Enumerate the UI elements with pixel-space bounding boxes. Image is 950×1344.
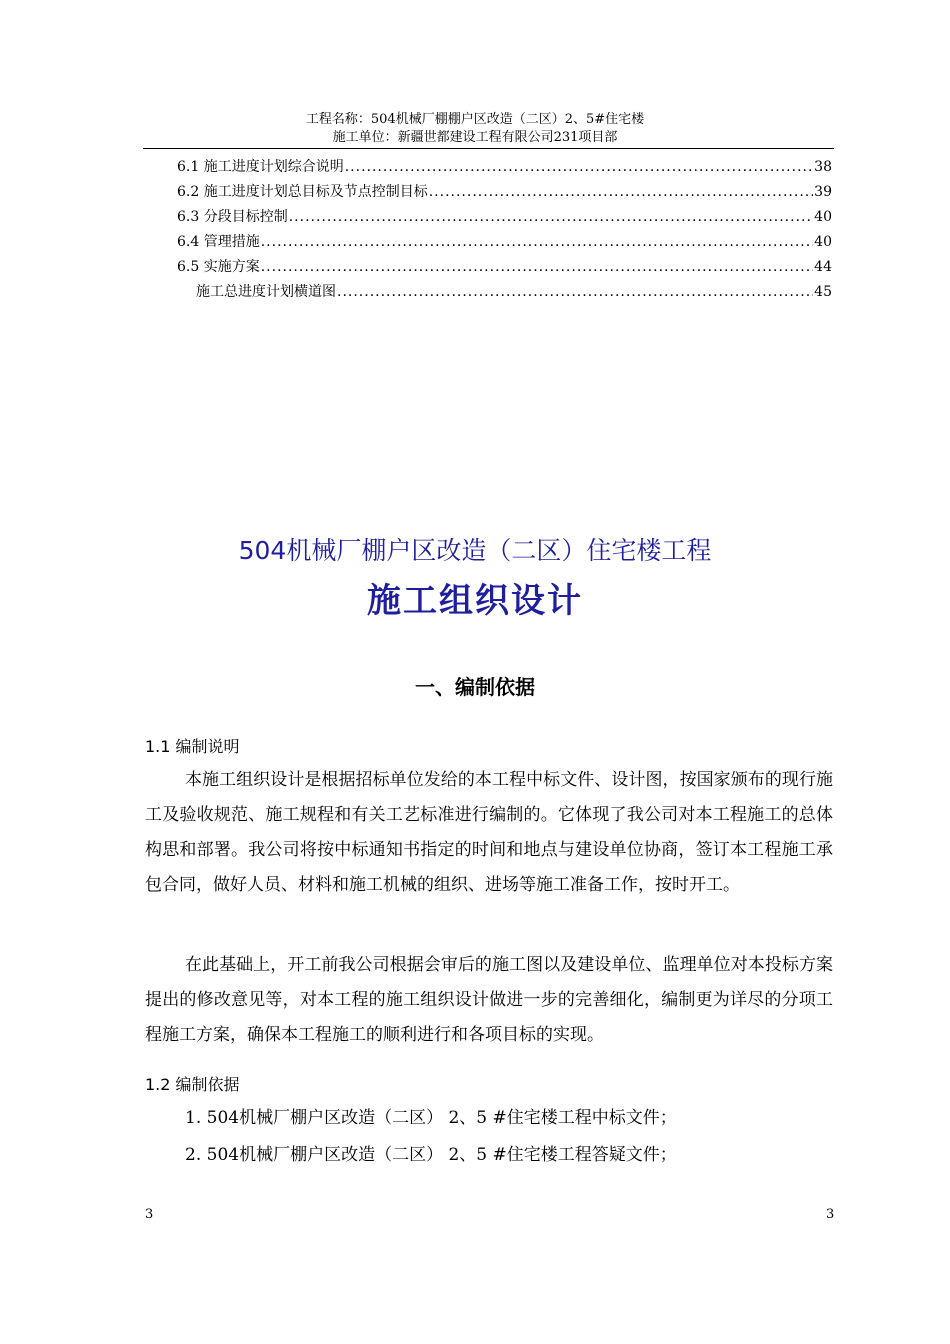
header-project-name: 工程名称：504机械厂棚棚户区改造（二区）2、5#住宅楼 xyxy=(305,112,645,127)
toc-entry-page: 40 xyxy=(814,234,832,250)
toc-entry-page: 40 xyxy=(814,209,832,225)
page-number-right: 3 xyxy=(826,1207,835,1222)
paragraph-2: 在此基础上，开工前我公司根据会审后的施工图以及建设单位、监理单位对本投标方案提出的修改意见等，对本工程的施工组织设计做进一步的完善细化，编制更为详尽的分项工程施工方案，确保本工程施工的顺利进行和各项目标的实现。 xyxy=(145,955,833,1045)
toc-entry[interactable] xyxy=(177,180,832,205)
toc-entry[interactable] xyxy=(177,255,832,280)
toc-leader xyxy=(261,255,813,280)
section-heading-1-1: 1.1 编制说明 xyxy=(145,737,240,756)
toc-entry-title: 6.4 管理措施 xyxy=(177,234,260,250)
toc-leader xyxy=(289,205,813,230)
toc-leader xyxy=(345,155,813,180)
header-company: 施工单位：新疆世都建设工程有限公司231项目部 xyxy=(332,130,618,145)
toc-leader xyxy=(429,180,813,205)
toc-entry[interactable] xyxy=(177,280,832,305)
toc-entry-title: 施工总进度计划横道图 xyxy=(196,284,336,300)
toc-leader xyxy=(261,230,813,255)
document-title-main: 施工组织设计 xyxy=(367,581,583,621)
toc-entry-title: 6.2 施工进度计划总目标及节点控制目标 xyxy=(177,184,428,200)
document-title-project: 504机械厂棚户区改造（二区）住宅楼工程 xyxy=(238,536,712,565)
toc-entry-page: 44 xyxy=(814,259,832,275)
header-divider xyxy=(143,148,834,149)
paragraph-1: 本施工组织设计是根据招标单位发给的本工程中标文件、设计图，按国家颁布的现行施工及验收规范、施工规程和有关工艺标准进行编制的。它体现了我公司对本工程施工的总体构思和部署。我公司将按中标通知书指定的时间和地点与建设单位协商，签订本工程施工承包合同，做好人员、材料和施工机械的组织、进场等施工准备工作，按时开工。 xyxy=(145,770,833,895)
section-heading-1-2: 1.2 编制依据 xyxy=(145,1075,240,1094)
toc-entry[interactable] xyxy=(177,155,832,180)
toc-entry[interactable] xyxy=(177,230,832,255)
page-number-left: 3 xyxy=(145,1207,154,1222)
list-item: 1. 504机械厂棚户区改造（二区） 2、5 #住宅楼工程中标文件； xyxy=(185,1108,677,1128)
toc-entry-title: 6.1 施工进度计划综合说明 xyxy=(177,159,344,175)
table-of-contents xyxy=(177,155,832,305)
list-item: 2. 504机械厂棚户区改造（二区） 2、5 #住宅楼工程答疑文件； xyxy=(185,1145,677,1165)
toc-entry-title: 6.3 分段目标控制 xyxy=(177,209,288,225)
toc-entry[interactable] xyxy=(177,205,832,230)
toc-entry-title: 6.5 实施方案 xyxy=(177,259,260,275)
toc-leader xyxy=(337,280,813,305)
toc-entry-page: 39 xyxy=(814,184,832,200)
chapter-heading: 一、编制依据 xyxy=(415,675,535,699)
toc-entry-page: 38 xyxy=(814,159,832,175)
toc-entry-page: 45 xyxy=(814,284,832,300)
